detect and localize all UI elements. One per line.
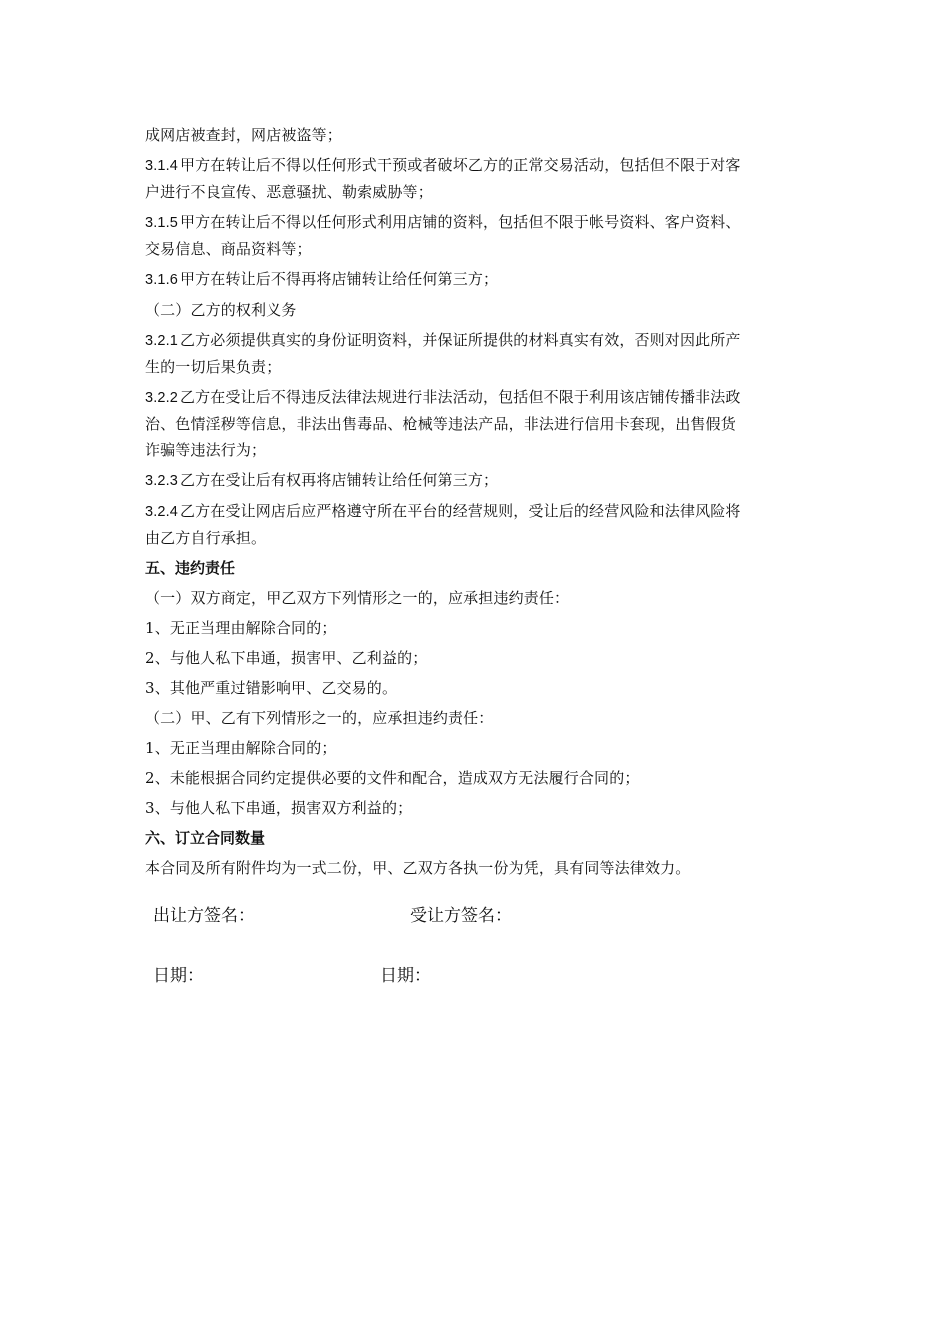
text-line: 甲方在转让后不得再将店铺转让给任何第三方；	[180, 270, 499, 288]
clause-3-1-4	[145, 152, 817, 205]
text-line: 交易信息、商品资料等；	[145, 240, 312, 258]
list-item: （一）双方商定，甲乙双方下列情形之一的，应承担违约责任：	[145, 589, 570, 607]
text-line: 甲方在转让后不得以任何形式干预或者破坏乙方的正常交易活动，包括但不限于对客	[180, 156, 741, 174]
document-body	[145, 122, 817, 885]
clause-number: 3.1.4	[145, 158, 178, 174]
clause-number: 3.2.2	[145, 390, 178, 406]
text-line: 乙方在受让网店后应严格遵守所在平台的经营规则，受让后的经营风险和法律风险将	[180, 502, 741, 520]
transferor-signature-label: 出让方签名：	[153, 906, 255, 926]
clause-3-1-5	[145, 209, 817, 262]
clause-3-2-2	[145, 384, 817, 463]
date-label-right: 日期：	[380, 966, 431, 986]
text-line: 乙方在受让后有权再将店铺转让给任何第三方；	[180, 471, 499, 489]
text-line: 成网店被查封，网店被盗等；	[145, 126, 342, 144]
text-line: 乙方必须提供真实的身份证明资料，并保证所提供的材料真实有效，否则对因此所产	[180, 331, 741, 349]
section-heading-copies: 六、订立合同数量	[145, 829, 266, 847]
text-line: 诈骗等违法行为；	[145, 441, 267, 459]
text-line: 由乙方自行承担。	[145, 529, 267, 547]
subsection-heading	[145, 297, 817, 323]
list-item: 1、无正当理由解除合同的；	[145, 739, 337, 757]
clause-number: 3.2.4	[145, 504, 178, 520]
clause-number: 3.2.3	[145, 473, 178, 489]
list-item: 2、未能根据合同约定提供必要的文件和配合，造成双方无法履行合同的；	[145, 769, 640, 787]
text-line: 乙方在受让后不得违反法律法规进行非法活动，包括但不限于利用该店铺传播非法政	[180, 388, 741, 406]
clause-number: 3.1.5	[145, 215, 178, 231]
clause-3-2-3	[145, 467, 817, 494]
paragraph-continued	[145, 122, 817, 148]
list-item: 1、无正当理由解除合同的；	[145, 619, 337, 637]
clause-3-2-4	[145, 498, 817, 551]
date-label-left: 日期：	[153, 966, 204, 986]
clause-3-1-6	[145, 266, 817, 293]
clause-number: 3.2.1	[145, 333, 178, 349]
list-item: 2、与他人私下串通，损害甲、乙利益的；	[145, 649, 428, 667]
text-line: 生的一切后果负责；	[145, 358, 282, 376]
clause-number: 3.1.6	[145, 272, 178, 288]
section-heading-breach: 五、违约责任	[145, 559, 236, 577]
list-item: 3、其他严重过错影响甲、乙交易的。	[145, 679, 398, 697]
text-line: 治、色情淫秽等信息，非法出售毒品、枪械等违法产品，非法进行信用卡套现，出售假货	[145, 415, 736, 433]
transferee-signature-label: 受让方签名：	[410, 906, 512, 926]
text-line: 甲方在转让后不得以任何形式利用店铺的资料，包括但不限于帐号资料、客户资料、	[180, 213, 741, 231]
text-line: （二）乙方的权利义务	[145, 301, 297, 319]
list-item: （二）甲、乙有下列情形之一的，应承担违约责任：	[145, 709, 494, 727]
list-item: 3、与他人私下串通，损害双方利益的；	[145, 799, 413, 817]
clause-3-2-1	[145, 327, 817, 380]
paragraph-copies: 本合同及所有附件均为一式二份，甲、乙双方各执一份为凭，具有同等法律效力。	[145, 859, 691, 877]
text-line: 户进行不良宣传、恶意骚扰、勒索威胁等；	[145, 183, 433, 201]
